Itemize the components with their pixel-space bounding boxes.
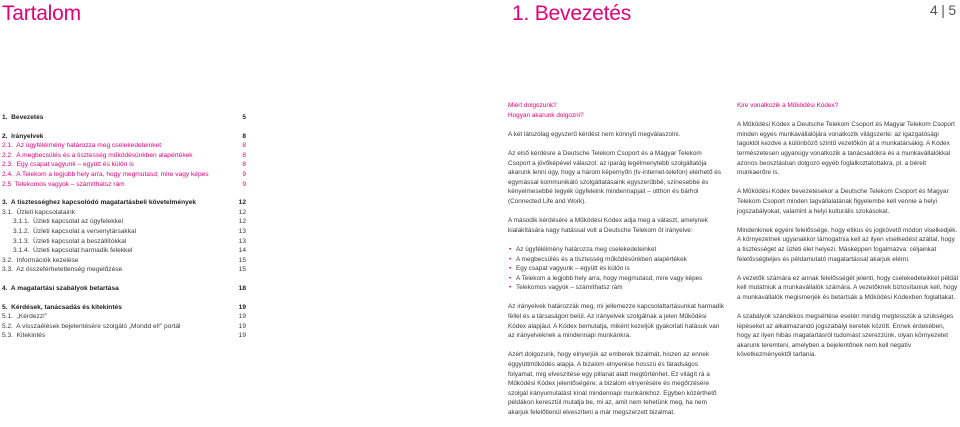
guidelines-list <box>508 245 724 293</box>
toc-entry-label: 3.3. Az összeférhetetlenség megelőzése <box>2 266 123 274</box>
toc-entry-page: 18 <box>238 284 246 292</box>
toc-entry[interactable] <box>2 180 246 190</box>
toc-entry[interactable] <box>2 246 246 256</box>
intro-column-1 <box>508 101 724 427</box>
toc-entry-label: 5.3. Kitekintés <box>2 332 46 340</box>
toc-entry-page: 13 <box>238 237 246 245</box>
paragraph: A két látszólag egyszerű kérdést nem könnyű megválaszolni. <box>508 130 681 138</box>
toc-entry[interactable] <box>2 237 246 247</box>
toc-entry[interactable] <box>2 141 246 151</box>
toc-entry-label: 5.1. „Kérdezz!” <box>2 313 48 321</box>
toc-entry[interactable] <box>2 227 246 237</box>
heading-why-work: Miért dolgozunk? <box>508 102 557 109</box>
toc-entry-page: 14 <box>238 247 246 255</box>
toc-entry-label: 3. A tisztességhez kapcsolódó magatartásbeli követelmények <box>2 199 197 207</box>
toc-entry-label: 1. Bevezetés <box>2 114 44 121</box>
toc-entry-page: 15 <box>238 266 246 274</box>
intro-column-2 <box>737 101 959 370</box>
toc-entry-page: 12 <box>238 199 246 207</box>
toc-entry[interactable] <box>2 217 246 227</box>
toc-entry-label: 2.3. Egy csapat vagyunk – együtt és külön is <box>2 161 134 169</box>
toc-entry[interactable] <box>2 113 246 123</box>
toc-entry-page: 13 <box>238 227 246 235</box>
list-item: • Egy csapat vagyunk – együtt és külön is <box>508 264 724 274</box>
page-title-left: Tartalom <box>2 2 81 25</box>
toc-entry-label: 3.1.3. Üzleti kapcsolat a beszállítókkal <box>2 237 127 245</box>
toc-entry-page: 15 <box>238 256 246 264</box>
paragraph: A második kérdésére a Működési Kódex adja meg a választ, amelynek kialakítására nagy hatással volt a Deutsche Telekom öt irányelve: <box>508 217 708 234</box>
toc-entry-page: 9 <box>242 180 246 188</box>
toc-entry[interactable] <box>2 132 246 142</box>
toc-entry-label: 2.1. Az ügyfélélmény határozza meg cselekedeteinket <box>2 142 162 150</box>
toc-entry-label: 2. Irányelvek <box>2 132 44 140</box>
toc-entry-label: 5.2. A visszaélések bejelentésére szolgáló „Mondd el!” portál <box>2 322 181 330</box>
list-item: • Az ügyfélélmény határozza meg cselekedeteinket <box>508 245 724 255</box>
toc-entry-page: 12 <box>238 218 246 226</box>
toc-entry-label: 3.2. Információk kezelése <box>2 256 79 264</box>
toc-entry[interactable] <box>2 208 246 218</box>
toc-entry-label: 2.5 Telekomos vagyok – számíthatsz rám <box>2 180 125 188</box>
paragraph: A szabályok szándékos megsértése esetén mindig megtesszük a szükséges lépéseket az alkalmazandó jogszabályi keretek között. Ennek érdekében, hogy az ilyen hibás magatartásról tudomást szerezzünk, olyan környezetet akarunk teremteni, amelyben a bejelentőnek nem kell negatív következményektől tartania. <box>737 313 954 359</box>
toc-entry-label: 5. Kérdések, tanácsadás és kitekintés <box>2 303 122 311</box>
heading-who-applies: Kire vonatkozik a Működési Kódex? <box>737 102 839 109</box>
paragraph: A Működési Kódex bevezetésekor a Deutsche Telekom Csoport és Magyar Telekom Csoport minden tagvállalatának figyelembe kell vennie a helyi jogszabályokat, valamint a helyi kulturális szokásokat. <box>737 188 949 215</box>
toc-entry[interactable] <box>2 160 246 170</box>
heading-how-work: Hogyan akarunk dolgozni? <box>508 111 584 119</box>
toc-entry-label: 4. A magatartási szabályok betartása <box>2 284 119 292</box>
toc-entry-page: 5 <box>242 114 246 121</box>
toc-entry-page: 8 <box>242 132 246 140</box>
toc-entry-page: 9 <box>242 170 246 178</box>
list-item: • A megbecsülés és a tisztesség működésünkben alapértékek <box>508 255 724 265</box>
paragraph: A vezetők számára ez annak felelősségét jelenti, hogy cselekedeteikkel példát kell mutatniuk a munkavállalók számára. A vezetőknek biztosítaniuk kell, hogy a munkavállalók megismerjék és betartsák a Működési Kódexben foglaltakat. <box>737 274 959 301</box>
toc-entry-label: 3.1. Üzleti kapcsolataink <box>2 208 75 216</box>
toc-entry[interactable] <box>2 170 246 180</box>
paragraph: Az első kérdésre a Deutsche Telekom Csoport és a Magyar Telekom Csoport a jövőképével válaszol: az iparág legélmenytebb szolgáltatója akarunk lenni úgy, hogy a három képernyőn (tv-internet-telefon) elérhető és egymással kommunikáló szolgáltatásaink egyszerűbbé, színesebbé és kényelmesebbé tegyék ügyfeleink mindennapjait – otthon és bárhol (Connected Life and Work). <box>508 149 722 205</box>
paragraph: Azért dolgozunk, hogy elnyerjük az emberek bizalmát, hiszen az ennek éggyüttműködés alapja. A bizalom elnyerése hosszú és fáradságos folyamat, míg elveszítése egy pillanat alatt megtörténhet. Ez világít rá a Működési Kódex jelentőségére: a bizalom elnyerésére és megőrzésére szolgál irányumutatást kínál mindennapi munkánkhoz. Egyben közérthető példákon keresztül mutatja be, mi az, amit nem tehetünk meg, ha nem akarjuk felelőtlenül elveszíteni a már megszerzett bizalmat. <box>508 351 717 416</box>
toc-entry-label: 3.1.1. Üzleti kapcsolat az ügyfelekkel <box>2 218 123 226</box>
toc-entry[interactable] <box>2 284 246 294</box>
toc-entry-label: 2.2. A megbecsülés és a tisztesség működésünkben alapértékek <box>2 151 193 159</box>
toc-entry-page: 8 <box>242 151 246 159</box>
toc-entry-page: 8 <box>242 161 246 169</box>
page-title-center: 1. Bevezetés <box>512 2 632 25</box>
toc-entry-label: 3.1.2. Üzleti kapcsolat a versenytársakkal <box>2 227 137 235</box>
list-item: • Telekomos vagyok – számíthatsz rám <box>508 283 724 293</box>
page-numbers: 4 | 5 <box>930 2 956 18</box>
paragraph: Az irányelvek határozzák meg, mi jellemezze kapcsolattartásunkat harmadik féllel és a társaságon belül. Az irányelvek szolgálnak a jelen Működési Kódex alapjául. A Kódex bemutatja, miként kezeljük gyakorlati hatásuk van az irányelveknek a mindennapi munkánkra. <box>508 303 724 340</box>
toc-entry[interactable] <box>2 198 246 208</box>
toc-entry[interactable] <box>2 265 246 275</box>
toc-entry[interactable] <box>2 331 246 341</box>
toc-entry-page: 19 <box>238 322 246 330</box>
toc-entry-page: 19 <box>238 303 246 311</box>
toc-entry-label: 2.4. A Telekom a legjobb hely arra, hogy megmutasd, mire vagy képes <box>2 170 209 178</box>
toc-entry[interactable] <box>2 303 246 313</box>
list-item: • A Telekom a legjobb hely arra, hogy megmutasd, mire vagy képes <box>508 274 724 284</box>
toc-entry-page: 19 <box>238 313 246 321</box>
toc-entry[interactable] <box>2 151 246 161</box>
table-of-contents <box>2 113 246 341</box>
toc-entry[interactable] <box>2 256 246 266</box>
toc-entry-page: 12 <box>238 208 246 216</box>
toc-entry[interactable] <box>2 312 246 322</box>
toc-entry-page: 8 <box>242 142 246 150</box>
paragraph: Mindenkinek egyéni felelőssége, hogy etikus és jogkövető módon viselkedjék. A környezetnek ugyanakkor támogatnia kell az ilyen viselkedést azáltal, hogy a tisztességet az üzleti élet helyezi. Másképpen fogalmazva: céljainkat felelősségteljes és példamutató magatartással akarjuk elérni. <box>737 226 958 263</box>
toc-entry-page: 19 <box>238 332 246 340</box>
paragraph: A Működési Kódex a Deutsche Telekom Csoport és Magyar Telekom Csoport minden egyes munkavállalójára vonatkozik világszerte: az igazgatósági tagoktól kezdve a különböző szintű vezetőkön át a munkatársakig. A Kódex természetesen ugyanúgy vonatkozik a tanácsadókra és a munkavállalókkal azonos beosztásban dolgozó egyéb foglalkoztatottakra, pl. a bérelt munkaerőre is. <box>737 121 955 177</box>
toc-entry-label: 3.1.4. Üzleti kapcsolat harmadik felekkel <box>2 247 133 255</box>
toc-entry[interactable] <box>2 322 246 332</box>
